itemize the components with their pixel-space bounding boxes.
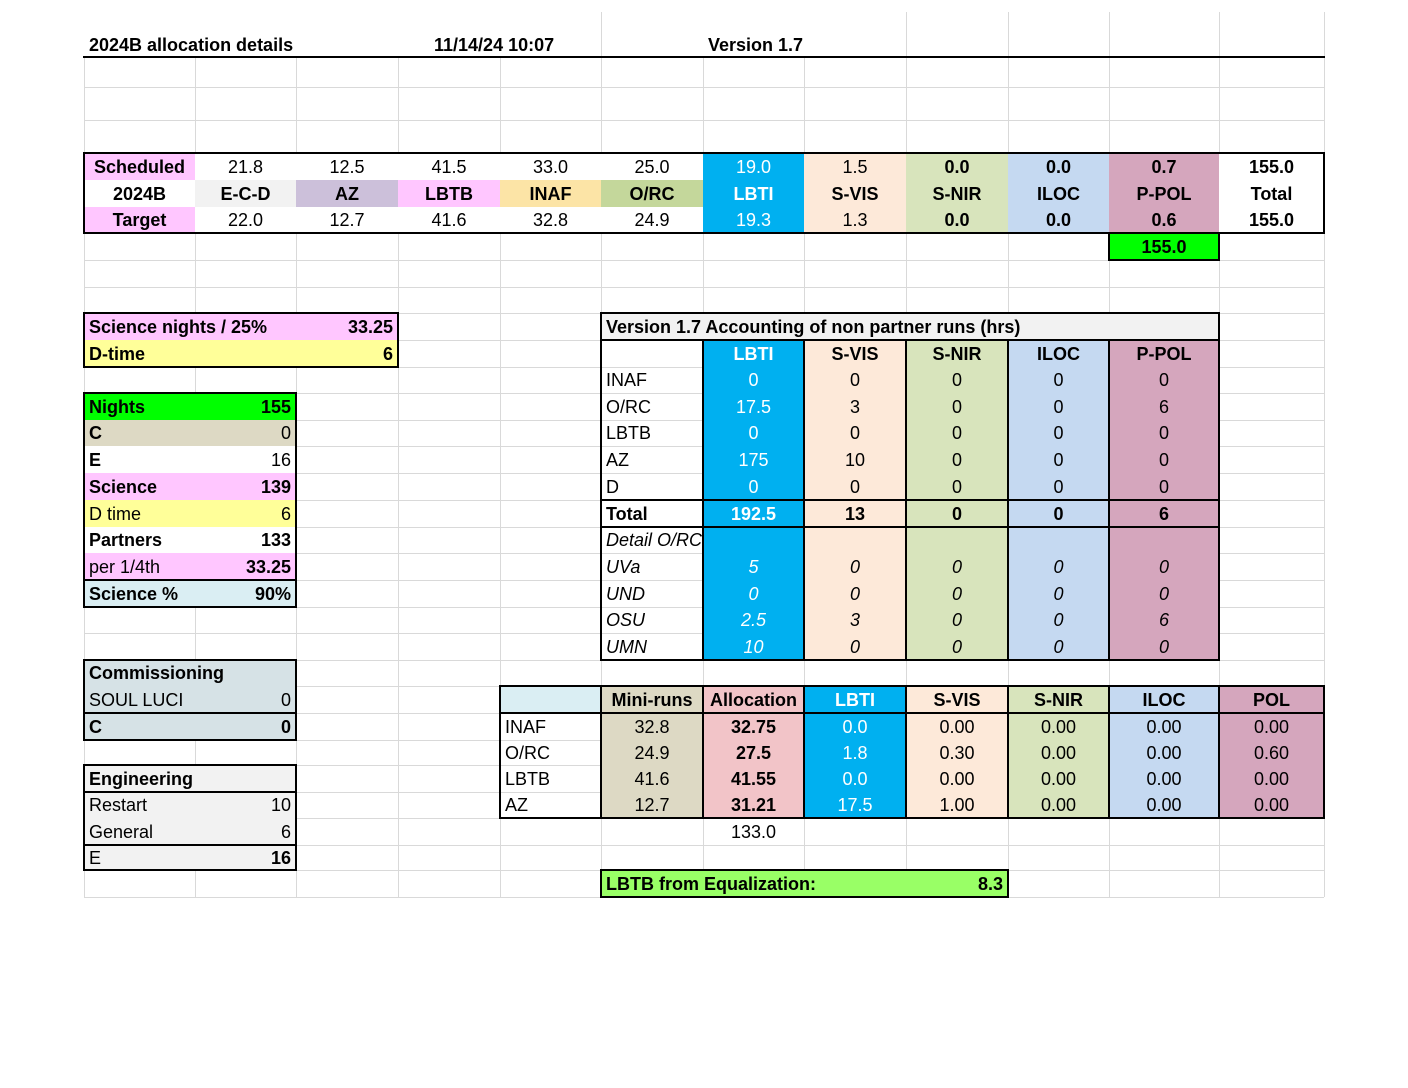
partner-header: S-NIR <box>906 180 1008 207</box>
allocation-value: 0.00 <box>1109 792 1219 818</box>
target-value: 32.8 <box>500 207 601 233</box>
accounting-col-rule <box>1108 339 1110 661</box>
commissioning-total-value: 0 <box>280 716 291 737</box>
detail-orc-label: Detail O/RC <box>606 530 703 550</box>
accounting-value: 0 <box>1053 423 1064 443</box>
allocation-value: 0.00 <box>1008 740 1109 765</box>
commissioning-item-label: SOUL LUCI <box>84 686 195 713</box>
target-value: 0.0 <box>1008 207 1109 233</box>
sum-check-value: 155.0 <box>1109 233 1219 260</box>
target-value: 0.6 <box>1109 207 1219 233</box>
allocation-col-header: Allocation <box>703 686 804 713</box>
engineering-item-value: 16 <box>270 847 291 868</box>
nights-box-divider <box>83 579 297 581</box>
accounting-value: 0 <box>951 423 962 443</box>
detail-value: 0 <box>748 583 759 604</box>
allocation-value: 0.00 <box>1008 765 1109 792</box>
accounting-total-value: 0 <box>951 503 962 524</box>
allocation-value: 0.00 <box>1219 792 1324 818</box>
scheduled-value: 155.0 <box>1219 153 1324 180</box>
nights-box-label: D time <box>84 500 296 527</box>
accounting-value: 0 <box>1053 396 1064 417</box>
accounting-row-label: AZ <box>606 449 630 470</box>
accounting-value: 0 <box>1158 449 1169 470</box>
allocation-col-header: POL <box>1219 686 1324 713</box>
partner-header: Total <box>1219 180 1324 207</box>
engineering-divider-top <box>83 791 297 793</box>
allocation-value: 1.8 <box>804 740 906 765</box>
allocation-col-header: Mini-runs <box>601 686 703 713</box>
scheduled-value: 33.0 <box>500 153 601 180</box>
accounting-value: 0 <box>849 370 860 390</box>
allocation-col-rule <box>1218 685 1220 819</box>
allocation-header-rule <box>499 712 1325 714</box>
nights-box-label: Science % <box>84 580 296 607</box>
science-nights-label: Science nights / 25% <box>84 313 398 340</box>
scheduled-value: 21.8 <box>195 153 296 180</box>
allocation-col-header: S-VIS <box>906 686 1008 713</box>
accounting-value: 0 <box>951 396 962 417</box>
engineering-item-label: E <box>84 845 296 870</box>
allocation-value: 0.00 <box>1109 765 1219 792</box>
detail-value: 0 <box>1053 583 1064 604</box>
accounting-value: 175 <box>738 449 769 470</box>
grid-col-line <box>1109 12 1110 57</box>
detail-row-label: OSU <box>606 610 646 630</box>
nights-box-value: 155 <box>260 396 291 417</box>
allocation-value: 0.00 <box>1219 713 1324 740</box>
target-value: 1.3 <box>804 207 906 233</box>
scheduled-value: 41.5 <box>398 153 500 180</box>
accounting-title: Version 1.7 Accounting of non partner runs (hrs) <box>601 313 1219 340</box>
accounting-col-header: S-VIS <box>831 343 879 364</box>
allocation-value: 41.55 <box>703 765 804 792</box>
detail-row-label: UVa <box>606 556 641 577</box>
nights-box-label: Science <box>84 473 296 500</box>
commissioning-divider <box>83 712 297 714</box>
target-value: 24.9 <box>601 207 703 233</box>
allocation-value: 0.0 <box>804 713 906 740</box>
grid-col-line <box>1219 12 1220 57</box>
accounting-col-rule <box>803 339 805 661</box>
scheduled-value: 19.0 <box>703 153 804 180</box>
nights-box-value: 133 <box>260 530 291 550</box>
partner-header: O/RC <box>601 180 703 207</box>
allocation-value: 0.00 <box>1008 713 1109 740</box>
allocation-value: 12.7 <box>601 792 703 818</box>
grid-row-line <box>84 87 1324 88</box>
allocation-value: 0.60 <box>1219 740 1324 765</box>
accounting-value: 0 <box>951 476 962 497</box>
grid-row-line <box>84 120 1324 121</box>
detail-value: 0 <box>951 556 962 577</box>
detail-value: 0 <box>951 636 962 657</box>
nights-box-value: 0 <box>280 423 291 443</box>
allocation-value: 0.00 <box>1219 765 1324 792</box>
target-label: Target <box>84 207 195 233</box>
detail-row-label: UMN <box>606 636 647 657</box>
grid-col-line <box>1008 12 1009 57</box>
allocation-value: 32.75 <box>703 713 804 740</box>
partner-header: E-C-D <box>195 180 296 207</box>
grid-row-line <box>84 260 1324 261</box>
allocation-value: 24.9 <box>601 740 703 765</box>
engineering-item-value: 6 <box>280 821 291 842</box>
accounting-value: 0 <box>1053 476 1064 497</box>
allocation-value: 0.00 <box>906 713 1008 740</box>
scheduled-value: 12.5 <box>296 153 398 180</box>
scheduled-value: 0.0 <box>906 153 1008 180</box>
accounting-col-header: ILOC <box>1037 343 1080 364</box>
partner-header: LBTB <box>398 180 500 207</box>
detail-row-label: UND <box>606 583 645 604</box>
accounting-col-header: P-POL <box>1136 343 1192 364</box>
detail-value: 6 <box>1158 610 1169 630</box>
accounting-total-value: 192.5 <box>730 503 777 524</box>
commissioning-title: Commissioning <box>84 660 296 686</box>
commissioning-total-label: C <box>84 713 296 740</box>
accounting-value: 0 <box>849 423 860 443</box>
allocation-row-label: AZ <box>505 795 529 815</box>
allocation-value: 0.00 <box>1008 792 1109 818</box>
allocation-value: 31.21 <box>703 792 804 818</box>
accounting-value: 0 <box>748 370 759 390</box>
accounting-value: 0 <box>1053 449 1064 470</box>
detail-value: 0 <box>849 636 860 657</box>
accounting-value: 17.5 <box>735 396 772 417</box>
allocation-value: 27.5 <box>703 740 804 765</box>
detail-value: 0 <box>1053 556 1064 577</box>
accounting-value: 10 <box>844 449 866 470</box>
accounting-value: 0 <box>1158 370 1169 390</box>
partner-header: LBTI <box>703 180 804 207</box>
engineering-item-value: 10 <box>270 795 291 815</box>
allocation-col-header: LBTI <box>804 686 906 713</box>
accounting-total-rule-top <box>600 499 1220 501</box>
accounting-total-value: 13 <box>844 503 866 524</box>
allocation-col-rule <box>905 685 907 819</box>
detail-value: 3 <box>849 610 860 630</box>
grid-row-line <box>84 897 1324 898</box>
accounting-total-label: Total <box>606 503 648 524</box>
detail-value: 2.5 <box>740 610 767 630</box>
scheduled-value: 1.5 <box>804 153 906 180</box>
scheduled-value: 0.0 <box>1008 153 1109 180</box>
partner-header: P-POL <box>1109 180 1219 207</box>
accounting-total-value: 0 <box>1053 503 1064 524</box>
target-value: 12.7 <box>296 207 398 233</box>
detail-value: 5 <box>748 556 759 577</box>
allocation-col-header: S-NIR <box>1008 686 1109 713</box>
allocation-value: 0.30 <box>906 740 1008 765</box>
allocation-value: 0.0 <box>804 765 906 792</box>
grid-col-line <box>906 12 907 57</box>
accounting-value: 0 <box>748 423 759 443</box>
target-value: 41.6 <box>398 207 500 233</box>
scheduled-value: 0.7 <box>1109 153 1219 180</box>
allocation-row-label: O/RC <box>505 742 550 763</box>
detail-value: 0 <box>1158 556 1169 577</box>
accounting-total-value: 6 <box>1158 503 1169 524</box>
minirun-total: 133.0 <box>730 821 777 842</box>
detail-value: 0 <box>951 583 962 604</box>
partner-header: ILOC <box>1008 180 1109 207</box>
dtime-value: 6 <box>382 343 393 364</box>
accounting-row-label: O/RC <box>606 396 651 417</box>
nights-box-label: per 1/4th <box>84 553 296 580</box>
grid-row-line <box>84 287 1324 288</box>
accounting-col-rule <box>702 339 704 661</box>
grid-col-line <box>601 12 602 57</box>
allocation-col-rule <box>1007 685 1009 819</box>
accounting-value: 0 <box>1158 476 1169 497</box>
accounting-row-label: LBTB <box>606 423 652 443</box>
engineering-item-label: Restart <box>84 792 296 818</box>
detail-value: 0 <box>1158 583 1169 604</box>
allocation-corner <box>500 686 601 713</box>
partner-header: INAF <box>500 180 601 207</box>
nights-box-label: Partners <box>84 527 296 553</box>
allocation-value: 1.00 <box>906 792 1008 818</box>
detail-value: 0 <box>849 583 860 604</box>
accounting-col-rule <box>1218 339 1220 661</box>
detail-value: 10 <box>743 636 764 657</box>
nights-box-value: 90% <box>254 583 291 604</box>
target-value: 22.0 <box>195 207 296 233</box>
detail-value: 0 <box>1053 610 1064 630</box>
allocation-col-header: ILOC <box>1109 686 1219 713</box>
equalization-label: LBTB from Equalization: <box>601 870 1008 897</box>
allocation-col-rule <box>803 685 805 819</box>
semester-label: 2024B <box>84 180 195 207</box>
allocation-value: 0.00 <box>1109 713 1219 740</box>
accounting-row-label: INAF <box>606 370 648 390</box>
allocation-value: 0.00 <box>1109 740 1219 765</box>
allocation-col-rule <box>600 685 602 819</box>
partner-header: AZ <box>296 180 398 207</box>
allocation-col-rule <box>1108 685 1110 819</box>
detail-value: 0 <box>1158 636 1169 657</box>
accounting-value: 0 <box>849 476 860 497</box>
accounting-total-rule-bottom <box>600 526 1220 528</box>
accounting-value: 0 <box>1158 423 1169 443</box>
nights-box-value: 6 <box>280 503 291 524</box>
detail-value: 0 <box>951 610 962 630</box>
dtime-label: D-time <box>84 340 398 367</box>
engineering-item-label: General <box>84 818 296 845</box>
header-underline <box>83 56 1325 58</box>
detail-value: 0 <box>849 556 860 577</box>
target-value: 155.0 <box>1219 207 1324 233</box>
target-value: 19.3 <box>703 207 804 233</box>
allocation-value: 17.5 <box>804 792 906 818</box>
allocation-row-label: LBTB <box>505 768 551 789</box>
accounting-value: 3 <box>849 396 860 417</box>
allocation-value: 32.8 <box>601 713 703 740</box>
science-nights-value: 33.25 <box>347 316 393 337</box>
nights-box-label: Nights <box>84 393 296 420</box>
target-value: 0.0 <box>906 207 1008 233</box>
accounting-row-label: D <box>606 476 619 497</box>
accounting-col-rule <box>905 339 907 661</box>
report-version: Version 1.7 <box>703 12 906 57</box>
scheduled-value: 25.0 <box>601 153 703 180</box>
accounting-col-header: LBTI <box>733 343 774 364</box>
nights-box-label: E <box>84 446 296 473</box>
nights-box-value: 33.25 <box>245 556 291 577</box>
detail-value: 0 <box>1053 636 1064 657</box>
accounting-value: 0 <box>951 449 962 470</box>
report-timestamp: 11/14/24 10:07 <box>398 12 601 57</box>
accounting-value: 6 <box>1158 396 1169 417</box>
accounting-value: 0 <box>951 370 962 390</box>
allocation-col-rule <box>702 685 704 819</box>
engineering-title: Engineering <box>84 765 296 792</box>
allocation-row-label: INAF <box>505 716 547 737</box>
equalization-value: 8.3 <box>977 873 1003 894</box>
accounting-value: 0 <box>748 476 759 497</box>
accounting-col-rule <box>1007 339 1009 661</box>
allocation-value: 41.6 <box>601 765 703 792</box>
nights-box-value: 139 <box>260 476 291 497</box>
commissioning-item-value: 0 <box>195 686 296 713</box>
nights-box-value: 16 <box>270 449 291 470</box>
scheduled-label: Scheduled <box>84 153 195 180</box>
allocation-col-rule <box>1323 685 1325 819</box>
accounting-title-rule <box>600 339 1220 341</box>
accounting-value: 0 <box>1053 370 1064 390</box>
allocation-value: 0.00 <box>906 765 1008 792</box>
partner-header: S-VIS <box>804 180 906 207</box>
nights-box-label: C <box>84 420 296 446</box>
engineering-divider-bottom <box>83 844 297 846</box>
accounting-col-header: S-NIR <box>932 343 982 364</box>
report-title: 2024B allocation details <box>84 12 398 57</box>
